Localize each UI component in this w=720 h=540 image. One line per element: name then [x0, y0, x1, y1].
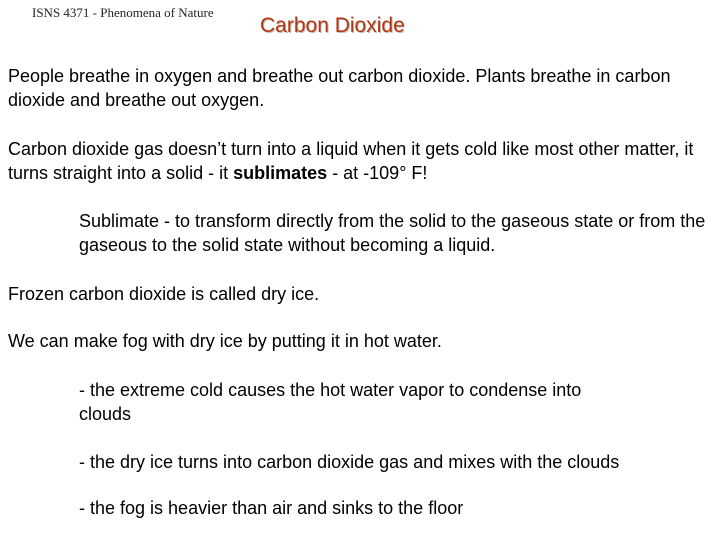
slide-title: Carbon Dioxide [260, 14, 405, 37]
paragraph-sublimation [8, 137, 712, 185]
list-item: - the extreme cold causes the hot water vapor to condense into clouds [79, 380, 582, 424]
course-header: ISNS 4371 - Phenomena of Nature [32, 5, 214, 20]
paragraph-fog: We can make fog with dry ice by putting it in hot water. [8, 331, 442, 351]
paragraph-breathing: People breathe in oxygen and breathe out carbon dioxide. Plants breathe in carbon dioxide and breathe out oxygen. [8, 66, 671, 110]
list-item: - the fog is heavier than air and sinks to the floor [79, 498, 464, 518]
list-item: - the dry ice turns into carbon dioxide gas and mixes with the clouds [79, 452, 620, 472]
paragraph-dry-ice: Frozen carbon dioxide is called dry ice. [8, 284, 320, 304]
sublimation-text-end: - at -109° F! [327, 163, 428, 183]
sublimates-term: sublimates [233, 163, 328, 183]
sublimation-text-start: Carbon dioxide gas doesn’t turn into a liquid when it gets cold like most other matter, it turns straight into a solid - it [8, 139, 694, 183]
definition-sublimate: Sublimate - to transform directly from the solid to the gaseous state or from the gaseous to the solid state without becoming a liquid. [79, 211, 706, 255]
